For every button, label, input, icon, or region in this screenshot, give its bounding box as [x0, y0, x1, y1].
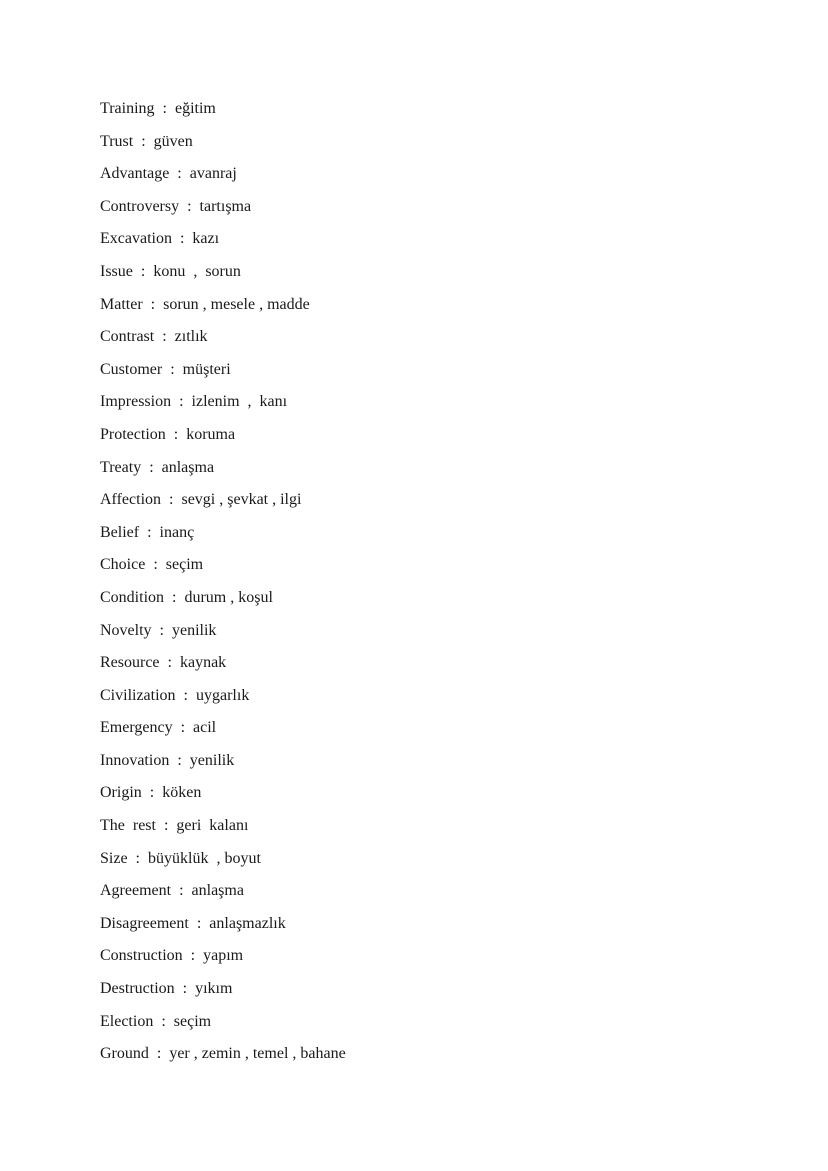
- vocabulary-entry: Affection : sevgi , şevkat , ilgi: [100, 491, 302, 509]
- vocabulary-entry: Belief : inanç: [100, 523, 195, 541]
- vocabulary-entry: Excavation : kazı: [100, 230, 220, 248]
- vocabulary-entry: Size : büyüklük , boyut: [100, 849, 261, 867]
- vocabulary-entry: Destruction : yıkım: [100, 980, 233, 998]
- vocabulary-entry: Disagreement : anlaşmazlık: [100, 914, 286, 932]
- vocabulary-entry: Election : seçim: [100, 1012, 212, 1030]
- vocabulary-entry: Civilization : uygarlık: [100, 686, 250, 704]
- vocabulary-entry: Treaty : anlaşma: [100, 458, 215, 476]
- vocabulary-entry: Condition : durum , koşul: [100, 588, 273, 606]
- vocabulary-entry: Matter : sorun , mesele , madde: [100, 295, 310, 313]
- vocabulary-entry: Customer : müşteri: [100, 360, 231, 378]
- vocabulary-entry: Innovation : yenilik: [100, 751, 235, 769]
- vocabulary-entry: Contrast : zıtlık: [100, 328, 208, 346]
- vocabulary-entry: Origin : köken: [100, 784, 202, 802]
- vocabulary-entry: Training : eğitim: [100, 100, 216, 117]
- vocabulary-entry: Controversy : tartışma: [100, 197, 252, 215]
- vocabulary-entry: Novelty : yenilik: [100, 621, 217, 639]
- vocabulary-entry: Issue : konu , sorun: [100, 262, 241, 280]
- vocabulary-entry: Choice : seçim: [100, 556, 204, 574]
- vocabulary-entry: Impression : izlenim , kanı: [100, 393, 288, 411]
- vocabulary-entry: Ground : yer , zemin , temel , bahane: [100, 1045, 346, 1063]
- vocabulary-entry: Trust : güven: [100, 132, 193, 150]
- vocabulary-entry: Agreement : anlaşma: [100, 882, 244, 900]
- vocabulary-entry: Construction : yapım: [100, 947, 244, 965]
- vocabulary-entry: Emergency : acil: [100, 719, 217, 737]
- vocabulary-entry: Resource : kaynak: [100, 654, 227, 672]
- vocabulary-list: [100, 98, 346, 1076]
- vocabulary-entry: Advantage : avanraj: [100, 165, 237, 183]
- vocabulary-entry: Protection : koruma: [100, 425, 236, 443]
- vocabulary-entry: The rest : geri kalanı: [100, 817, 249, 835]
